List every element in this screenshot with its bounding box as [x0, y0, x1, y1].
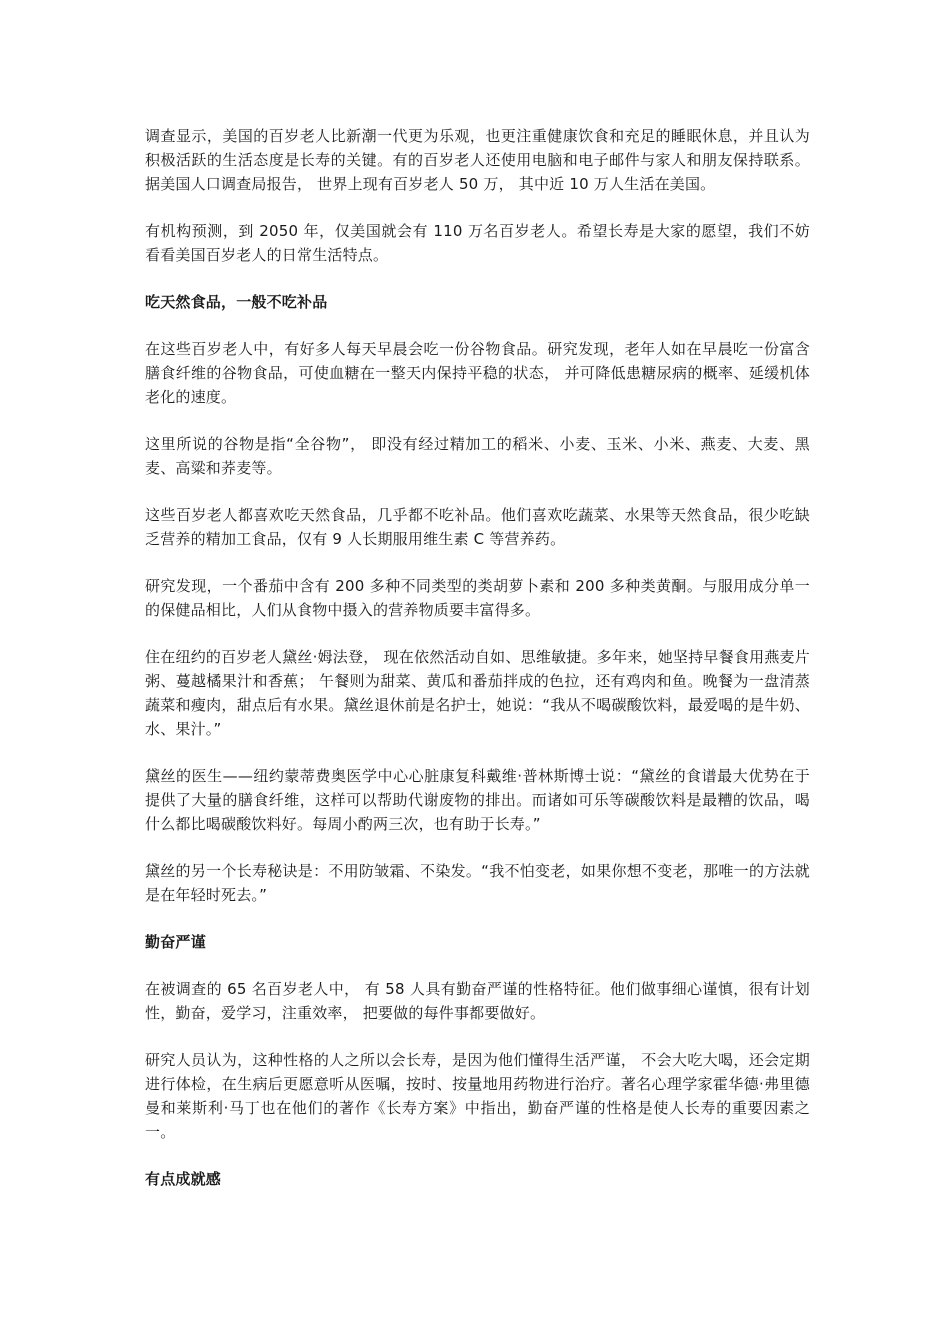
paragraph: 黛丝的医生——纽约蒙蒂费奥医学中心心脏康复科戴维·普林斯博士说：“黛丝的食谱最大优势在于提供了大量的膳食纤维，这样可以帮助代谢废物的排出。而诸如可乐等碳酸饮料是最糟的饮品，喝什么都比喝碳酸饮料好。每周小酌两三次，也有助于长寿。”: [145, 767, 810, 833]
paragraph: 这里所说的谷物是指“全谷物”， 即没有经过精加工的稻米、小麦、玉米、小米、燕麦、大麦、黑麦、高粱和荞麦等。: [145, 435, 810, 477]
paragraph: 在被调查的 65 名百岁老人中， 有 58 人具有勤奋严谨的性格特征。他们做事细心谨慎，很有计划性，勤奋，爱学习，注重效率， 把要做的每件事都要做好。: [145, 980, 810, 1022]
paragraph: 住在纽约的百岁老人黛丝·姆法登， 现在依然活动自如、思维敏捷。多年来，她坚持早餐食用燕麦片粥、蔓越橘果汁和香蕉； 午餐则为甜菜、黄瓜和番茄拌成的色拉，还有鸡肉和鱼。晚餐为一盘清蒸蔬菜和瘦肉，甜点后有水果。黛丝退休前是名护士，她说：“我从不喝碳酸饮料，最爱喝的是牛奶、水、果汁。”: [145, 648, 810, 738]
paragraph: 黛丝的另一个长寿秘诀是：不用防皱霜、不染发。“我不怕变老，如果你想不变老，那唯一的方法就是在年轻时死去。”: [145, 862, 810, 904]
paragraph: 研究发现，一个番茄中含有 200 多种不同类型的类胡萝卜素和 200 多种类黄酮。与服用成分单一的保健品相比，人们从食物中摄入的营养物质要丰富得多。: [145, 577, 810, 619]
paragraph: 有机构预测，到 2050 年，仅美国就会有 110 万名百岁老人。希望长寿是大家的愿望，我们不妨看看美国百岁老人的日常生活特点。: [145, 222, 810, 264]
paragraph: 这些百岁老人都喜欢吃天然食品，几乎都不吃补品。他们喜欢吃蔬菜、水果等天然食品，很少吃缺乏营养的精加工食品，仅有 9 人长期服用维生素 C 等营养药。: [145, 506, 810, 548]
paragraph: 在这些百岁老人中，有好多人每天早晨会吃一份谷物食品。研究发现，老年人如在早晨吃一份富含膳食纤维的谷物食品，可使血糖在一整天内保持平稳的状态， 并可降低患糖尿病的概率、延缓机体老化的速度。: [145, 340, 810, 406]
section-heading: 有点成就感: [145, 1170, 222, 1188]
section-heading: 吃天然食品，一般不吃补品: [145, 293, 328, 311]
article-body: [145, 124, 810, 1214]
section-heading: 勤奋严谨: [145, 933, 206, 951]
paragraph: 调查显示，美国的百岁老人比新潮一代更为乐观，也更注重健康饮食和充足的睡眠休息，并且认为积极活跃的生活态度是长寿的关键。有的百岁老人还使用电脑和电子邮件与家人和朋友保持联系。据美国人口调查局报告， 世界上现有百岁老人 50 万， 其中近 10 万人生活在美国。: [145, 127, 810, 193]
paragraph: 研究人员认为，这种性格的人之所以会长寿，是因为他们懂得生活严谨， 不会大吃大喝，还会定期进行体检，在生病后更愿意听从医嘱，按时、按量地用药物进行治疗。著名心理学家霍华德·弗里德曼和莱斯利·马丁也在他们的著作《长寿方案》中指出，勤奋严谨的性格是使人长寿的重要因素之一。: [145, 1051, 810, 1141]
